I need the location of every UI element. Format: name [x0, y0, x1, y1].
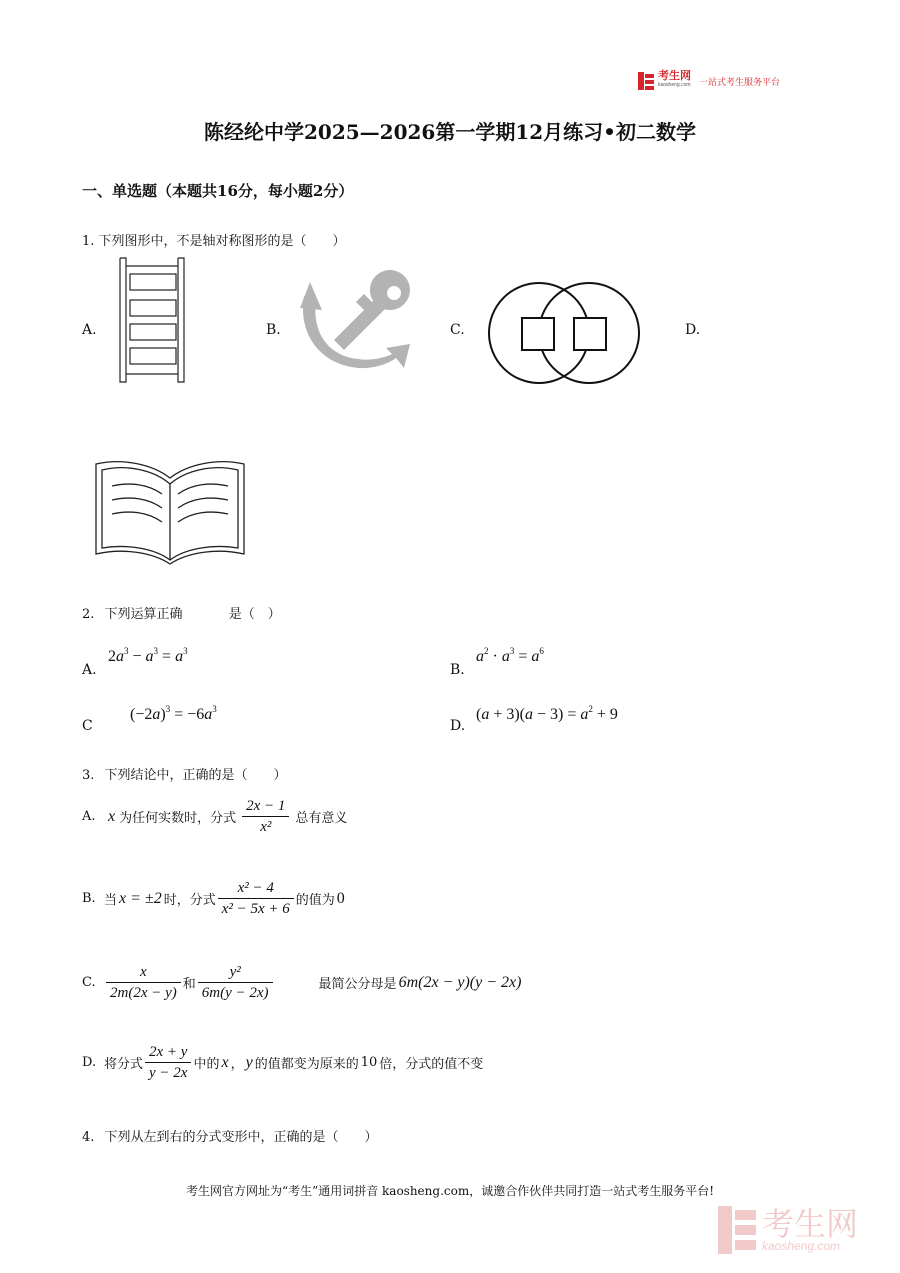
- question-2-stem: [82, 603, 281, 622]
- question-number: 2.: [82, 607, 95, 622]
- q2-option-a-label: A.: [82, 662, 97, 678]
- question-1-stem: [82, 230, 346, 249]
- question-number: 4.: [82, 1130, 95, 1145]
- variable-x: x: [221, 1053, 229, 1071]
- numerator: x² − 4: [218, 878, 294, 899]
- q2-option-b-label: B.: [450, 662, 465, 678]
- question-3-stem: [82, 764, 287, 783]
- q1-option-a-label: A.: [82, 322, 97, 338]
- denominator: 6m(y − 2x): [201, 985, 269, 1001]
- denominator: 2m(2x − y): [110, 985, 177, 1001]
- denominator: x² − 5x + 6: [221, 901, 290, 917]
- kaosheng-logo-icon: [638, 72, 654, 90]
- option-text-1: 为任何实数时，分式: [119, 811, 237, 826]
- q3-option-c: [82, 962, 521, 1003]
- watermark: [718, 1206, 858, 1254]
- option-text-4: 倍，分式的值不变: [379, 1057, 484, 1072]
- watermark-name: 考生网: [762, 1206, 859, 1242]
- numerator: 2x + y: [145, 1042, 191, 1063]
- conjunction: 和: [182, 977, 196, 992]
- option-label: A.: [82, 809, 96, 824]
- option-label: B.: [82, 891, 96, 906]
- question-text-part2: 是（ ）: [228, 607, 281, 622]
- ladder-icon: [116, 256, 188, 386]
- question-4-stem: [82, 1126, 378, 1145]
- q3-option-d: [82, 1042, 483, 1083]
- option-label: D.: [82, 1055, 97, 1070]
- option-text-2: 时，分式: [163, 893, 216, 908]
- option-label: C.: [82, 975, 96, 990]
- question-text: 下列从左到右的分式变形中，正确的是（ ）: [104, 1130, 378, 1145]
- page-title: 陈经纶中学2025—2026第一学期12月练习•初二数学: [204, 120, 696, 144]
- option-text-1: 将分式: [104, 1057, 144, 1072]
- fraction: [242, 796, 289, 837]
- q3-option-b: [82, 878, 345, 919]
- kaosheng-watermark-icon: [718, 1206, 756, 1254]
- condition: x = ±2: [119, 889, 162, 907]
- option-text-1: 当: [104, 893, 118, 908]
- option-text: 最简公分母是: [318, 977, 397, 992]
- logo-url: kaosheng.com: [658, 82, 691, 88]
- denominator: x²: [260, 819, 272, 835]
- open-book-icon: [92, 456, 248, 572]
- fraction: [145, 1042, 191, 1083]
- question-number: 1.: [82, 234, 95, 249]
- section-heading: 一、单选题（本题共16分，每小题2分）: [82, 182, 354, 200]
- separator: ，: [230, 1057, 244, 1072]
- option-text-3: 的值都变为原来的: [254, 1057, 359, 1072]
- fraction-2: [198, 962, 273, 1003]
- numerator: 2x − 1: [242, 796, 289, 817]
- q1-option-d-label: D.: [685, 322, 701, 338]
- q3-option-a: [82, 796, 347, 837]
- question-text: 下列结论中，正确的是（ ）: [104, 768, 287, 783]
- question-text-part1: 下列运算正确: [104, 607, 183, 622]
- footer-text: 考生网官方网址为“考生”通用词拼音 kaosheng.com，诚邀合作伙伴共同打造一站式考生服务平台!: [185, 1184, 715, 1198]
- question-text: 下列图形中，不是轴对称图形的是（ ）: [98, 234, 346, 249]
- q2-option-c-expr: $(-2a)^3 = -6a^3$: [130, 704, 217, 723]
- anchor-icon: [298, 268, 424, 384]
- fraction-1: [106, 962, 181, 1003]
- watermark-url: kaosheng.com: [762, 1239, 841, 1253]
- q2-option-c-label: C: [82, 718, 93, 734]
- numerator: y²: [198, 962, 273, 983]
- logo-name: 考生网: [658, 70, 691, 82]
- question-number: 3.: [82, 768, 95, 783]
- variable-y: y: [245, 1053, 253, 1071]
- coin-icon: [484, 278, 644, 388]
- q1-option-c-label: C.: [450, 322, 465, 338]
- q2-option-d-expr: $(a + 3)(a - 3) = a^2 + 9$: [476, 704, 618, 723]
- value: 0: [336, 889, 345, 907]
- option-text-3: 的值为: [295, 893, 335, 908]
- q2-option-a-expr: $2a^3 - a^3 = a^3$: [108, 646, 188, 665]
- variable-x: x: [108, 807, 116, 825]
- fraction: [218, 878, 294, 919]
- logo-slogan: 一站式考生服务平台: [699, 76, 781, 87]
- lcd-expr: 6m(2x − y)(y − 2x): [398, 973, 522, 991]
- times-value: 10: [360, 1055, 378, 1070]
- option-text-2: 总有意义: [295, 811, 348, 826]
- numerator: x: [106, 962, 181, 983]
- header-logo: [638, 72, 780, 90]
- q1-option-b-label: B.: [266, 322, 281, 338]
- denominator: y − 2x: [149, 1065, 188, 1081]
- q2-option-b-expr: $a^2 \cdot a^3 = a^6$: [476, 646, 544, 665]
- q2-option-d-label: D.: [450, 718, 466, 734]
- option-text-2: 中的: [193, 1057, 220, 1072]
